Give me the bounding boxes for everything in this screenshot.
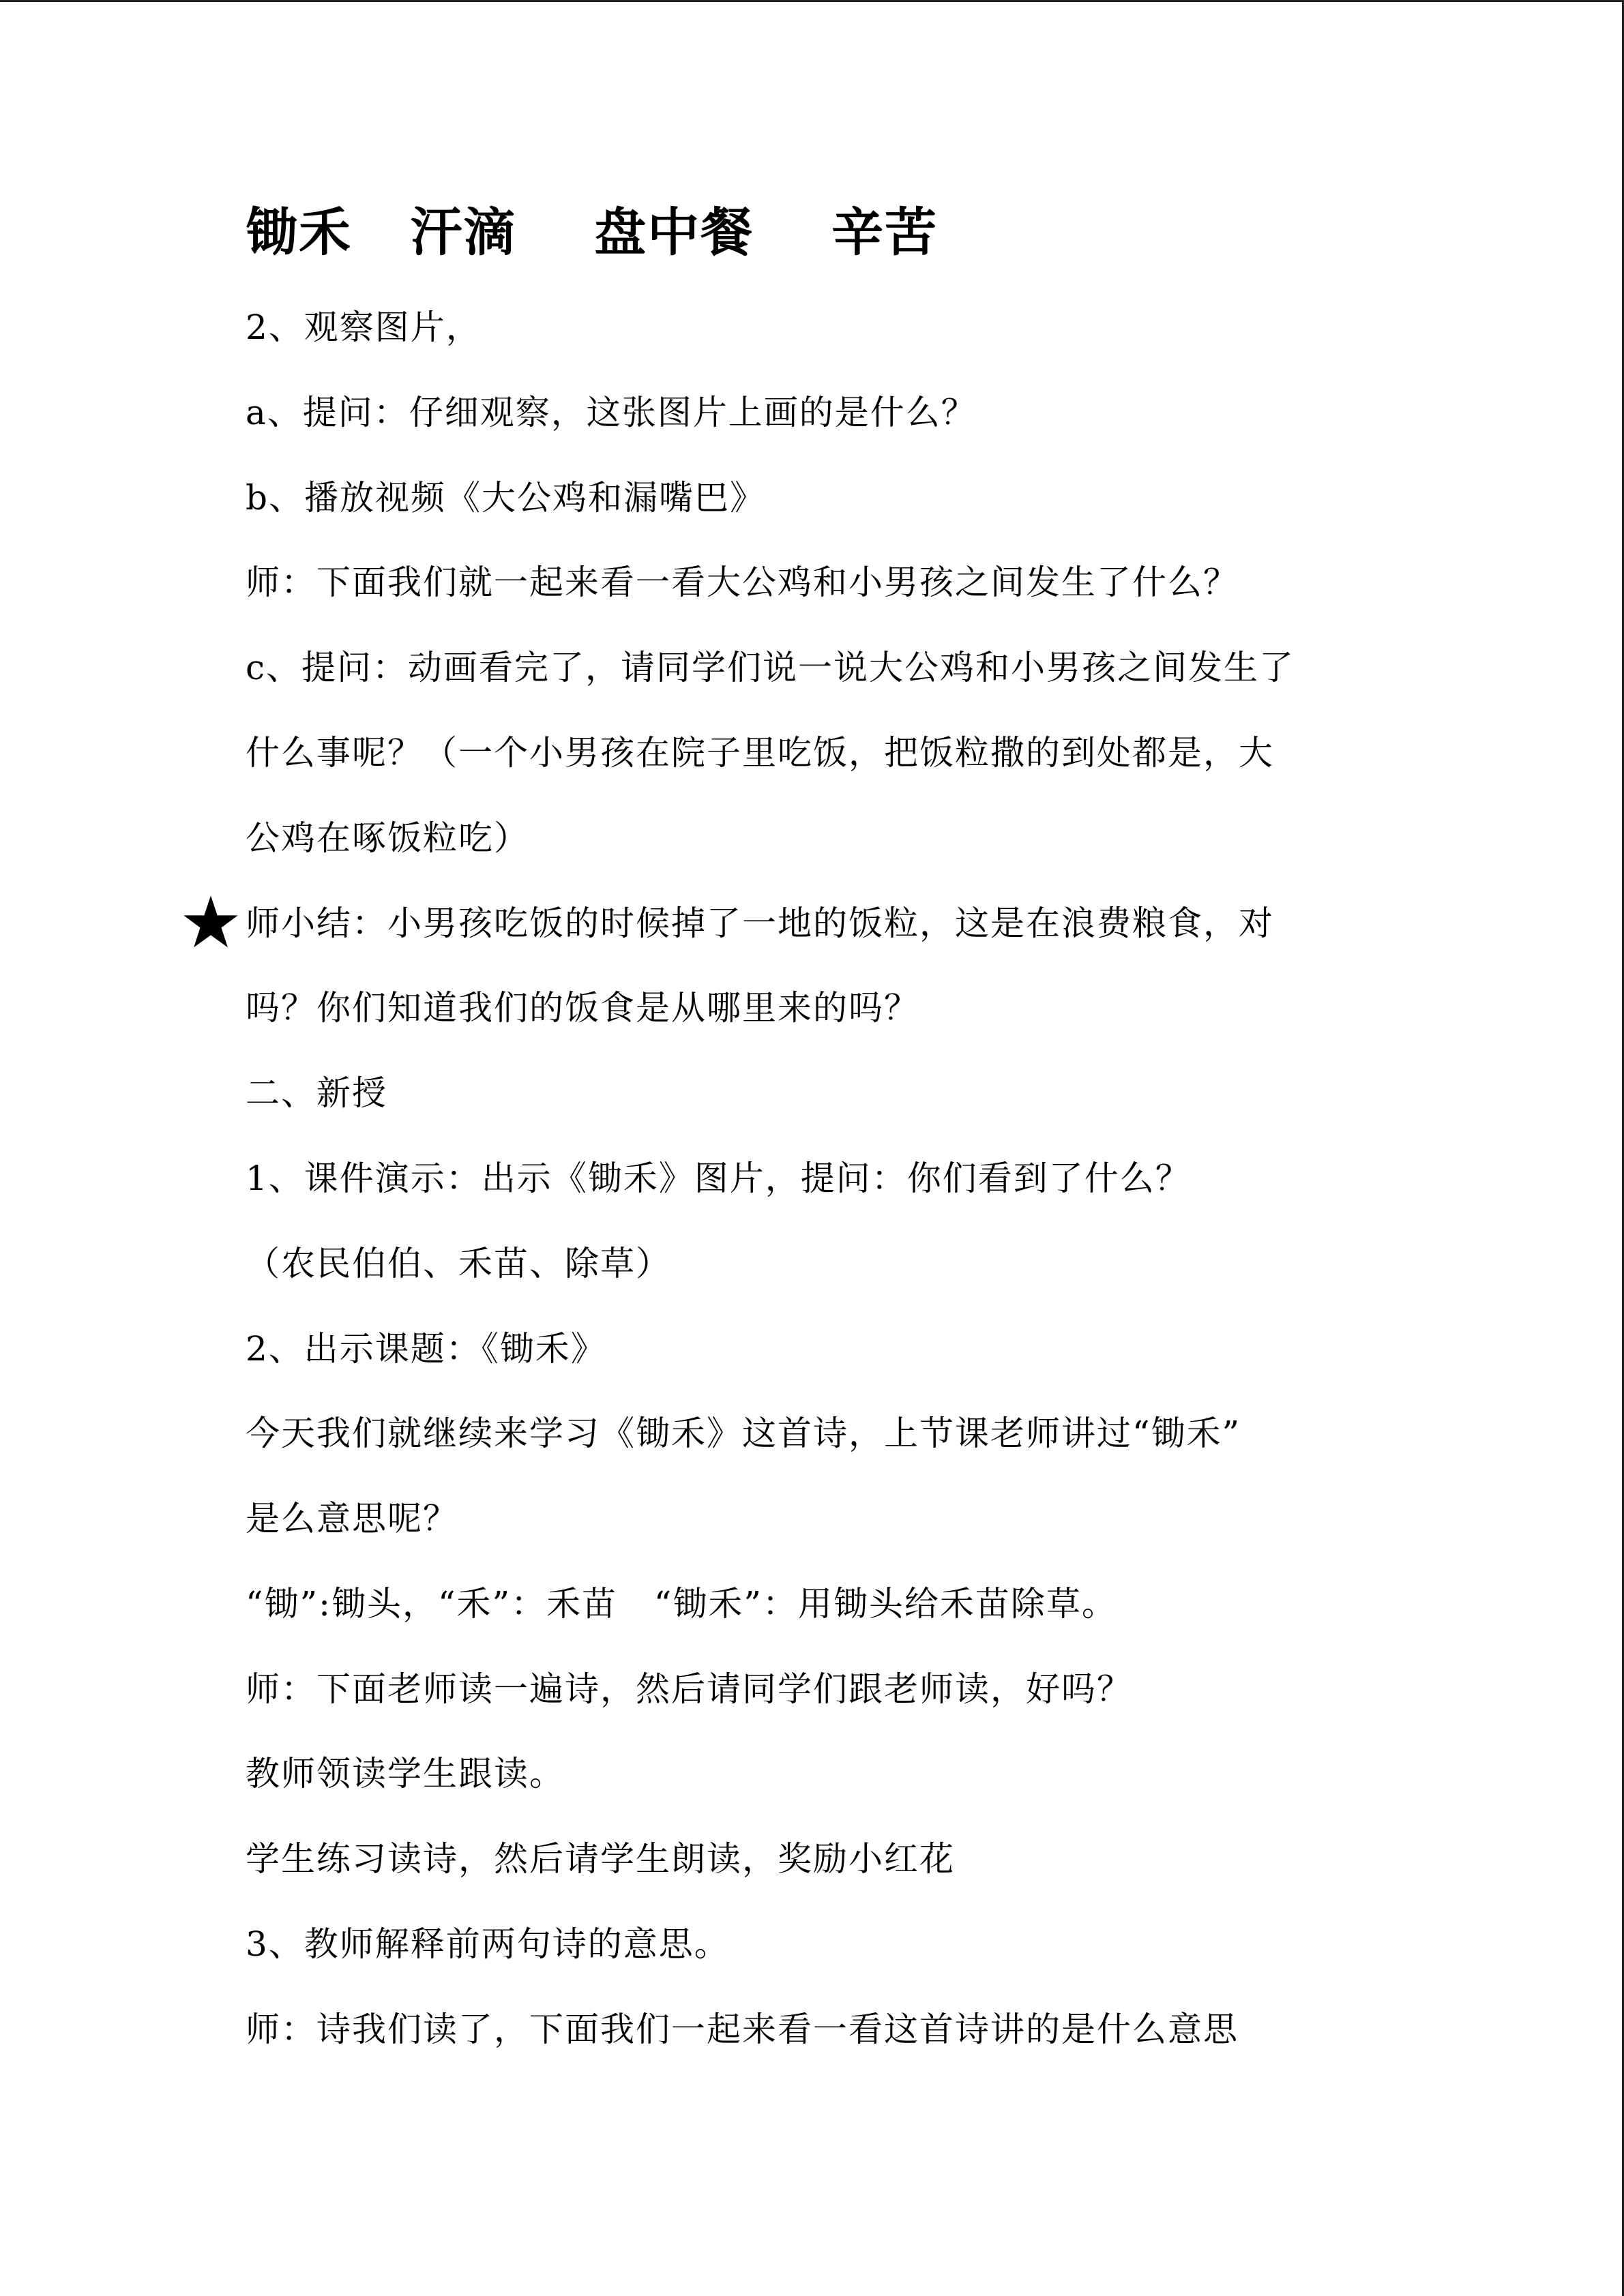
text-line: 师：下面我们就一起来看一看大公鸡和小男孩之间发生了什么？: [246, 563, 1239, 602]
text-line: 2、观察图片，: [246, 308, 482, 347]
star-icon: [183, 894, 239, 950]
section-heading: 二、新授: [246, 1073, 387, 1113]
text-line: 教师领读学生跟读。: [246, 1754, 565, 1793]
text-line: b、播放视频《大公鸡和漏嘴巴》: [246, 478, 766, 518]
text-line: 学生练习读诗，然后请学生朗读，奖励小红花: [246, 1839, 955, 1879]
text-line: 今天我们就继续来学习《锄禾》这首诗，上节课老师讲过“锄禾”: [246, 1414, 1241, 1453]
vocabulary-heading: 锄禾 汗滴 盘中餐 辛苦: [246, 202, 939, 263]
text-line: 师：诗我们读了，下面我们一起来看一看这首诗讲的是什么意思: [246, 2010, 1239, 2049]
text-line: 什么事呢？（一个小男孩在院子里吃饭，把饭粒撒的到处都是，大: [246, 733, 1274, 773]
text-line: 1、课件演示：出示《锄禾》图片，提问：你们看到了什么？: [246, 1159, 1191, 1198]
text-line: 师：下面老师读一遍诗，然后请同学们跟老师读，好吗？: [246, 1669, 1132, 1709]
text-line: 是么意思呢？: [246, 1499, 458, 1538]
text-line: a、提问：仔细观察，这张图片上画的是什么？: [246, 393, 977, 432]
text-line: 吗？你们知道我们的饭食是从哪里来的吗？: [246, 988, 919, 1028]
text-line: 2、出示课题：《锄禾》: [246, 1329, 606, 1369]
text-line: 师小结：小男孩吃饭的时候掉了一地的饭粒，这是在浪费粮食，对: [246, 904, 1274, 943]
text-line: （农民伯伯、禾苗、除草）: [246, 1244, 671, 1283]
text-line: 3、教师解释前两句诗的意思。: [246, 1924, 730, 1964]
text-line: 公鸡在啄饭粒吃）: [246, 818, 529, 858]
text-line: “锄”:锄头，“禾”：禾苗 “锄禾”：用锄头给禾苗除草。: [246, 1584, 1117, 1624]
text-line: c、提问：动画看完了，请同学们说一说大公鸡和小男孩之间发生了: [246, 648, 1295, 687]
